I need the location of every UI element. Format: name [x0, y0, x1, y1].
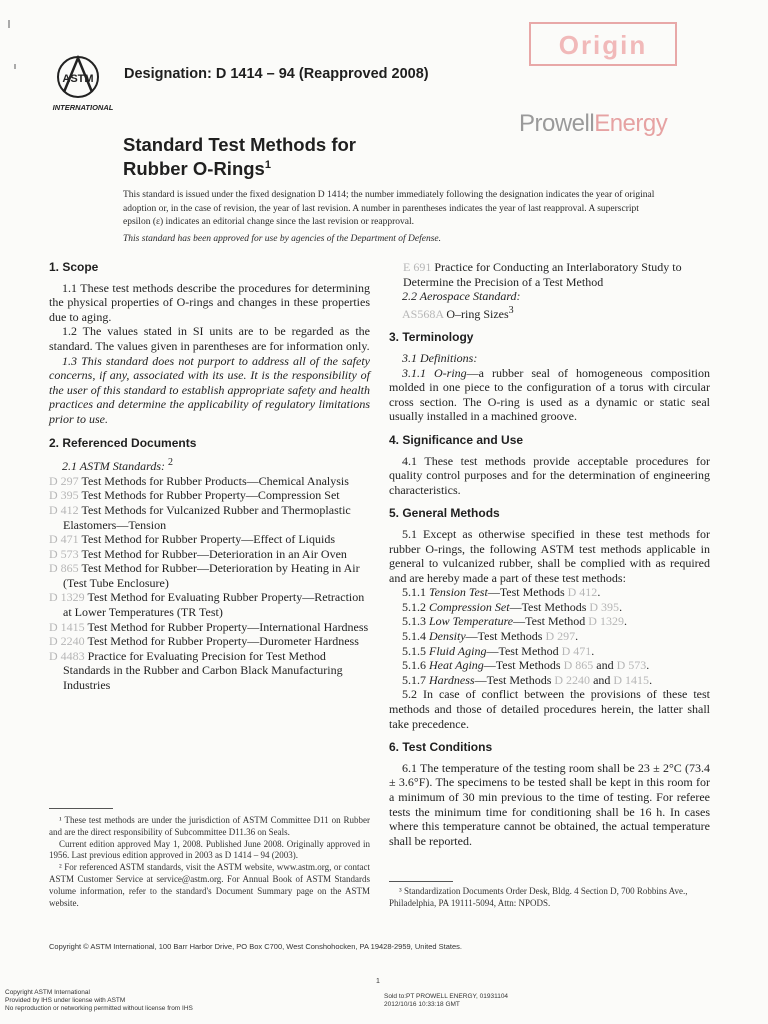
reference-item: D 2240 Test Method for Rubber Property—Durometer Hardness — [49, 634, 359, 649]
license-notice: Copyright ASTM International Provided by IHS under license with ASTM No reproduction or networking permitted without license from IHS — [5, 989, 193, 1012]
term-3-1: 3.1 Definitions: — [402, 350, 478, 365]
copyright-line: Copyright © ASTM International, 100 Barr Harbor Drive, PO Box C700, West Conshohocken, PA 19428-2959, United States. — [49, 942, 462, 951]
reference-item: D 865 Test Method for Rubber—Deterioration by Heating in Air (Test Tube Enclosure) — [49, 561, 360, 590]
reference-code-link[interactable]: D 1415 — [49, 619, 85, 634]
origin-stamp — [529, 22, 677, 66]
footnote-mark: 2 — [168, 457, 174, 469]
reference-code-link[interactable]: D 2240 — [49, 634, 85, 649]
footnote-rule — [389, 881, 453, 882]
method-item: 5.1.5 Fluid Aging—Test Method D 471. — [402, 643, 595, 658]
logo-text: ASTM — [62, 73, 94, 85]
company-suffix: Energy — [594, 110, 668, 137]
reference-item: AS568A O–ring Sizes$^3$ — [402, 304, 514, 321]
left-column — [49, 260, 370, 693]
reference-item: D 1415 Test Method for Rubber Property—International Hardness — [49, 619, 369, 634]
reference-code-link[interactable]: D 1415 — [613, 672, 650, 687]
reference-item: D 4483 Practice for Evaluating Precision for Test Method Standards in the Rubber and Carbon Black Manufacturing Industries — [49, 648, 343, 693]
section-test-conditions-heading: 6. Test Conditions — [389, 740, 493, 755]
logo-subtext: INTERNATIONAL — [52, 103, 114, 112]
method-item: 5.1.4 Density—Test Methods D 297. — [402, 629, 579, 644]
footnote-3: ³ Standardization Documents Order Desk, Bldg. 4 Section D, 700 Robbins Ave., Philadelphia, PA 19111-5094, Attn: NPODS. — [389, 886, 688, 908]
title-line2: Rubber O-Rings — [123, 158, 265, 180]
refdocs-2-1: 2.1 ASTM Standards: $^2$ — [62, 457, 174, 474]
reference-code-link[interactable]: D 395 — [49, 488, 79, 503]
right-column — [389, 260, 710, 848]
method-item: 5.1.3 Low Temperature—Test Method D 1329. — [402, 614, 627, 629]
designation: Designation: D 1414 – 94 (Reapproved 2008) — [124, 66, 429, 82]
reference-code-link[interactable]: E 691 — [403, 260, 432, 274]
scan-mark — [14, 64, 16, 69]
reference-item: D 297 Test Methods for Rubber Products—Chemical Analysis — [49, 473, 349, 488]
footnote-1b: Current edition approved May 1, 2008. Published June 2008. Originally approved in 1956. Last previous edition approved in 2003 as D 1414 – 94 (2003). — [49, 838, 370, 861]
reference-item: D 573 Test Method for Rubber—Deterioration in an Air Oven — [49, 546, 347, 561]
page-number: 1 — [376, 978, 380, 985]
scope-1-3: 1.3 This standard does not purport to address all of the safety concerns, if any, associated with its use. It is the responsibility of the user of this standard to establish appropriate safety and health practices and determine the applicability of regulatory limitations prior to use. — [49, 353, 370, 426]
aerospace-2-2: 2.2 Aerospace Standard: — [402, 289, 521, 304]
reference-code-link[interactable]: D 4483 — [49, 648, 85, 663]
section-scope-heading: 1. Scope — [49, 260, 99, 274]
method-item: 5.1.7 Hardness—Test Methods D 2240 and D 1415. — [402, 672, 653, 687]
term-3-1-1: 3.1.1 O-ring—a rubber seal of homogeneous composition molded in one piece to the configuration of a torus with circular cross section. The O-ring is used as a dynamic or static seal usually installed in a machined groove. — [389, 365, 710, 424]
scan-mark — [8, 20, 10, 28]
company-prefix: Prowell — [519, 110, 595, 137]
section-refdocs-heading: 2. Referenced Documents — [49, 435, 197, 450]
method-item: 5.1.2 Compression Set—Test Methods D 395. — [402, 599, 623, 614]
intro-note: This standard is issued under the fixed designation D 1414; the number immediately following the designation indicates the year of original adoption or, in the case of revision, the year of last revision. A number in parentheses indicates the year of last reapproval. A superscript epsilon (ε) indicates an editorial change since the last revision or reapproval. — [123, 190, 655, 227]
reference-item: E 691 Practice for Conducting an Interlaboratory Study to Determine the Precision of a Test Method — [403, 260, 682, 289]
footnote-mark: 3 — [508, 304, 514, 316]
reference-list — [49, 474, 370, 693]
reference-code-link[interactable]: AS568A — [402, 306, 444, 321]
section-general-methods-heading: 5. General Methods — [389, 506, 500, 521]
reference-code-link[interactable]: D 2240 — [554, 672, 591, 687]
reference-item: D 412 Test Methods for Vulcanized Rubber and Thermoplastic Elastomers—Tension — [49, 502, 351, 532]
footnotes-left — [49, 815, 370, 909]
gen-5-1: 5.1 Except as otherwise specified in these test methods for rubber O-rings, the following ASTM test methods applicable in general to vulcanized rubber, shall be complied with as required and are hereby made a part of these test methods: — [389, 526, 710, 585]
reference-code-link[interactable]: D 865 — [563, 658, 594, 673]
sig-4-1: 4.1 These test methods provide acceptable procedures for quality control purposes and for the determination of engineering characteristics. — [389, 453, 710, 497]
reference-code-link[interactable]: D 471 — [561, 643, 592, 658]
reference-code-link[interactable]: D 1329 — [49, 590, 85, 605]
reference-code-link[interactable]: D 297 — [49, 473, 79, 488]
footnote-1: ¹ These test methods are under the jurisdiction of ASTM Committee D11 on Rubber and are the direct responsibility of Subcommittee D11.36 on Seals. — [49, 815, 370, 837]
reference-code-link[interactable]: D 1329 — [588, 614, 624, 629]
sold-to-notice: Sold to:PT PROWELL ENERGY, 01931104 2012/10/16 10:33:18 GMT — [384, 993, 509, 1008]
footnotes-right — [389, 886, 710, 910]
reference-code-link[interactable]: D 395 — [589, 599, 620, 614]
section-significance-heading: 4. Significance and Use — [389, 432, 524, 447]
reference-item: D 1329 Test Method for Evaluating Rubber Property—Retraction at Lower Temperatures (TR Test) — [49, 590, 365, 620]
footnote-rule — [49, 808, 113, 809]
company-watermark — [519, 110, 667, 138]
reference-code-link[interactable]: D 412 — [567, 585, 598, 600]
dod-note: This standard has been approved for use by agencies of the Department of Defense. — [123, 234, 442, 244]
reference-code-link[interactable]: D 573 — [616, 658, 647, 673]
scope-1-1: 1.1 These test methods describe the procedures for determining the physical properties of O-rings and changes in these properties due to aging. — [49, 280, 370, 324]
method-item: 5.1.1 Tension Test—Test Methods D 412. — [402, 585, 601, 600]
reference-code-link[interactable]: D 573 — [49, 546, 79, 561]
scope-1-2: 1.2 The values stated in SI units are to be regarded as the standard. The values given in parentheses are for information only. — [49, 324, 370, 353]
reference-code-link[interactable]: D 865 — [49, 561, 79, 576]
reference-code-link[interactable]: D 297 — [545, 629, 576, 644]
title-line1: Standard Test Methods for — [123, 134, 356, 155]
reference-code-link[interactable]: D 412 — [49, 502, 79, 517]
cond-6-1: 6.1 The temperature of the testing room shall be 23 ± 2°C (73.4 ± 3.6°F). The specimens to be tested shall be kept in this room for a minimum of 30 min previous to the time of testing. For referee tests the minimum time for conditioning shall be 16 h. In cases where this temperature cannot be obtained, the actual temperature shall be reported. — [389, 760, 710, 848]
title-footnote-mark: 1 — [264, 159, 271, 171]
gen-5-2: 5.2 In case of conflict between the provisions of these test methods and those of detailed procedures herein, the latter shall take precedence. — [389, 687, 710, 731]
page-title — [123, 134, 523, 179]
section-terminology-heading: 3. Terminology — [389, 330, 474, 345]
footnote-2: ² For referenced ASTM standards, visit the ASTM website, www.astm.org, or contact ASTM Customer Service at service@astm.org. For Annual Book of ASTM Standards volume information, refer to the standard's Document Summary page on the ASTM website. — [49, 862, 370, 908]
reference-item: D 395 Test Methods for Rubber Property—Compression Set — [49, 488, 340, 503]
astm-logo — [50, 52, 116, 114]
method-item: 5.1.6 Heat Aging—Test Methods D 865 and D 573. — [402, 658, 650, 673]
reference-item: D 471 Test Method for Rubber Property—Effect of Liquids — [49, 532, 336, 547]
stamp-text: Origin — [558, 30, 648, 60]
reference-code-link[interactable]: D 471 — [49, 532, 79, 547]
